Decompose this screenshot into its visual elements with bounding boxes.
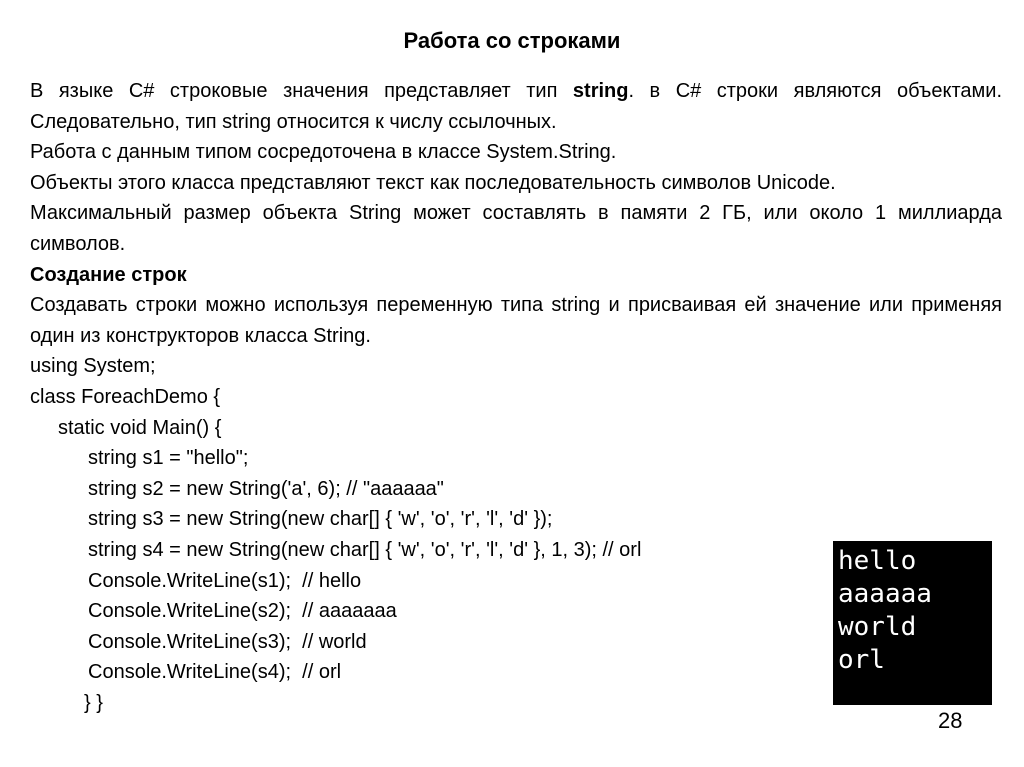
- paragraph-unicode: Объекты этого класса представляют текст как последовательность символов Unicode.: [30, 171, 836, 194]
- console-line: world: [838, 612, 917, 642]
- paragraph-max-size: Максимальный размер объекта String может составлять в памяти 2 ГБ, или около 1 миллиарда символов.: [30, 202, 1002, 255]
- paragraph-system-string: Работа с данным типом сосредоточена в классе System.String.: [30, 141, 617, 164]
- slide-title: Работа со строками: [403, 28, 621, 53]
- intro-text-after: . в C# строки являются объектами. Следовательно, тип string относится к числу ссылочных.: [30, 80, 1003, 133]
- console-output-window: [833, 541, 992, 705]
- code-line: string s3 = new String(new char[] { 'w', 'o', 'r', 'l', 'd' });: [88, 508, 553, 531]
- page-number: 28: [938, 708, 963, 733]
- code-line: static void Main() {: [58, 416, 222, 439]
- intro-paragraph: [30, 76, 1002, 137]
- intro-bold-type: string: [572, 80, 629, 102]
- intro-text-before: В языке С# строковые значения представляет тип: [30, 80, 573, 102]
- code-line: using System;: [30, 355, 156, 378]
- console-line: orl: [838, 645, 885, 675]
- code-line: string s1 = "hello";: [88, 447, 249, 470]
- section-heading: Создание строк: [30, 263, 187, 286]
- code-line: Console.WriteLine(s3); // world: [88, 630, 367, 653]
- code-line: Console.WriteLine(s4); // orl: [88, 661, 342, 684]
- code-line: Console.WriteLine(s1); // hello: [88, 569, 362, 592]
- console-line: aaaaaa: [838, 579, 932, 609]
- section-paragraph: Создавать строки можно используя переменную типа string и присваивая ей значение или применяя один из конструкторов класса String.: [30, 294, 1002, 347]
- code-line: } }: [84, 691, 103, 714]
- code-line: Console.WriteLine(s2); // aaaaaaa: [88, 600, 397, 623]
- code-line: class ForeachDemo {: [30, 385, 221, 408]
- code-line: string s2 = new String('a', 6); // "aaaaaa": [88, 477, 444, 500]
- code-line: string s4 = new String(new char[] { 'w', 'o', 'r', 'l', 'd' }, 1, 3); // orl: [88, 538, 642, 561]
- console-line: hello: [838, 546, 917, 576]
